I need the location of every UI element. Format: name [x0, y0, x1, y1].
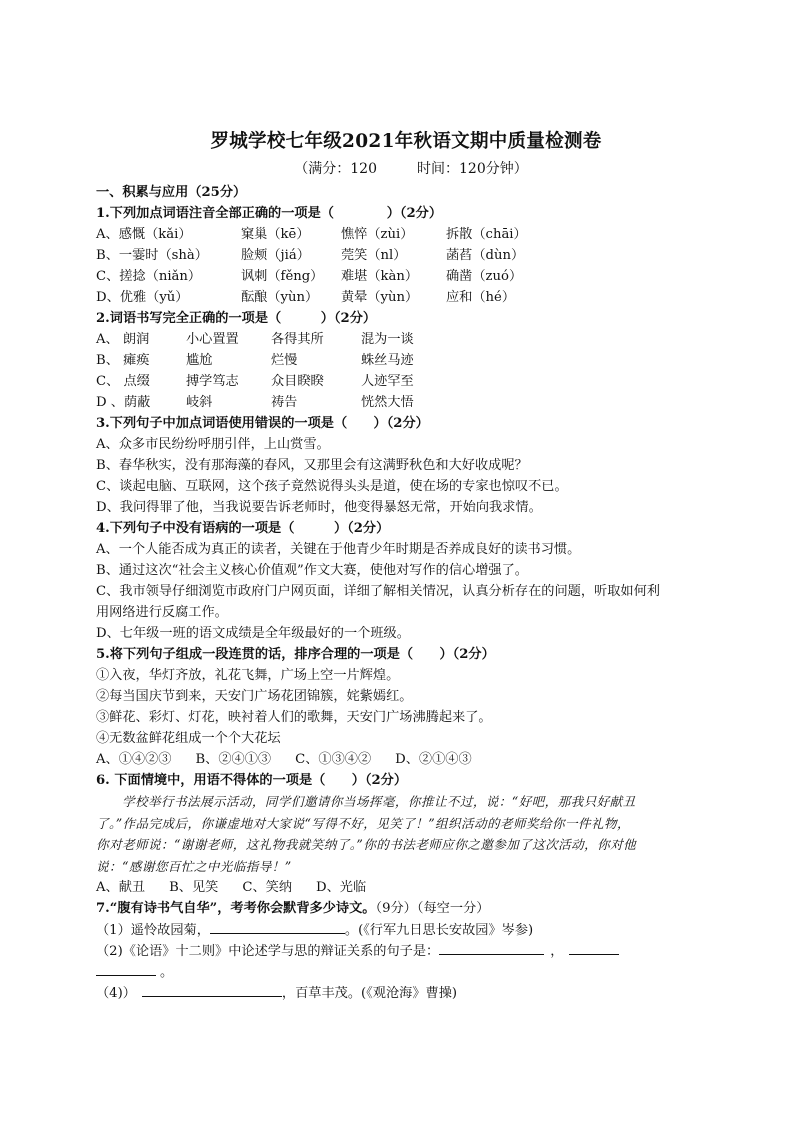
- question-1-row-a: [96, 224, 706, 245]
- option-cell: 岐斜: [186, 395, 213, 410]
- question-2-row-b: [96, 350, 706, 371]
- question-2-row-d: [96, 392, 706, 413]
- question-4-option-b: B、通过这次“社会主义核心价值观”作文大赛，使他对写作的信心增强了。: [96, 563, 528, 578]
- question-1-row-d: [96, 287, 706, 308]
- question-7-line-4: [96, 982, 706, 1003]
- question-4-option-a: A、一个人能否成为真正的读者，关键在于他青少年时期是否养成良好的读书习惯。: [96, 542, 581, 557]
- option-cell: 窠巢（kē）: [241, 227, 310, 242]
- option-cell: 各得其所: [271, 332, 324, 347]
- option-cell: A、 朗润: [96, 332, 150, 347]
- option-cell: A、感慨（kǎi）: [96, 227, 192, 242]
- option-cell: 酝酿（yùn）: [241, 290, 319, 305]
- exam-title: 罗城学校七年级2021年秋语文期中质量检测卷: [210, 131, 602, 152]
- passage-line: 了。”作品完成后，你谦虚地对大家说“写得不好，见笑了！”组织活动的老师奖给你一件礼物，: [96, 815, 630, 831]
- option-cell: D、优雅（yǔ）: [96, 290, 189, 305]
- option-cell: 搏学笃志: [186, 374, 239, 389]
- question-7-stem: [96, 898, 706, 919]
- exam-page: [96, 128, 706, 1003]
- question-3-option-b: B、春华秋实，没有那海藻的春风，又那里会有这满野秋色和大好收成呢？: [96, 458, 528, 473]
- answer-blank[interactable]: [210, 919, 345, 934]
- option-cell: B、一霎时（shà）: [96, 248, 208, 263]
- exam-subtitle: [116, 156, 706, 182]
- section-heading: 一、积累与应用（25分）: [96, 185, 247, 200]
- passage-line: 你对老师说：“谢谢老师，这礼物我就笑纳了。”你的书法老师应你之邀参加了这次活动，你对他: [96, 837, 637, 852]
- question-1-stem: 1.下列加点词语注音全部正确的一项是（ ）（2分）: [96, 206, 443, 221]
- option-cell: 讽刺（fěng）: [241, 269, 324, 284]
- option-b: B、见笑: [169, 880, 219, 895]
- option-cell: 烂慢: [271, 353, 298, 368]
- answer-blank[interactable]: [142, 982, 282, 997]
- question-7-line-3: [96, 961, 706, 982]
- question-7-stem-text: 7.“腹有诗书气自华”，考考你会默背多少诗文。: [96, 901, 376, 916]
- option-cell: B、 瘫痪: [96, 353, 150, 368]
- question-5-sentence-2: ②每当国庆节到来，天安门广场花团锦簇，姹紫嫣红。: [96, 689, 413, 704]
- passage-line: 说：“感谢您百忙之中光临指导！”: [96, 858, 292, 874]
- option-cell: 混为一谈: [361, 332, 414, 347]
- option-cell: 菡萏（dùn）: [446, 248, 525, 263]
- question-5-sentence-3: ③鲜花、彩灯、灯花，映衬着人们的歌舞，天安门广场沸腾起来了。: [96, 710, 492, 725]
- question-5-stem: 5.将下列句子组成一段连贯的话，排序合理的一项是（ ）（2分）: [96, 647, 495, 662]
- option-c: C、①③④②: [295, 752, 372, 767]
- option-cell: 蛛丝马迹: [361, 353, 414, 368]
- question-3-option-d: D、我问得罪了他，当我说要告诉老师时，他变得暴怒无常，开始向我求情。: [96, 500, 542, 515]
- option-cell: 祷告: [271, 395, 298, 410]
- option-cell: 脸颊（jiá）: [241, 248, 310, 263]
- question-5-sentence-4: ④无数盆鲜花组成一个个大花坛: [96, 731, 281, 746]
- question-7-line-2: [96, 940, 706, 961]
- question-7-line-1: [96, 919, 706, 940]
- option-d: D、②①④③: [395, 752, 472, 767]
- option-cell: 确凿（zuó）: [446, 269, 523, 284]
- question-1-row-c: [96, 266, 706, 287]
- option-cell: 尴尬: [186, 353, 213, 368]
- poem-prompt: （1）遥怜故园菊，: [96, 923, 210, 938]
- option-cell: C、搓捻（niǎn）: [96, 269, 202, 284]
- punctuation: ，: [550, 944, 564, 959]
- option-cell: 众目睽睽: [271, 374, 324, 389]
- option-cell: 拆散（chāi）: [446, 227, 527, 242]
- question-2-stem: 2.词语书写完全正确的一项是（ ）（2分）: [96, 311, 377, 326]
- question-6-stem: 6. 下面情境中，用语不得体的一项是（ ）（2分）: [96, 773, 408, 788]
- question-6-options: [96, 877, 706, 898]
- option-b: B、②④①③: [195, 752, 272, 767]
- passage-line: 学校举行书法展示活动，同学们邀请你当场挥毫，你推让不过，说：“好吧，那我只好献丑: [96, 794, 636, 809]
- question-3-option-c: C、谈起电脑、互联网，这个孩子竟然说得头头是道，使在场的专家也惊叹不已。: [96, 479, 568, 494]
- question-6-passage: [96, 791, 706, 877]
- option-cell: C、 点缀: [96, 374, 150, 389]
- option-cell: 人迹罕至: [361, 374, 414, 389]
- option-cell: 难堪（kàn）: [341, 269, 419, 284]
- question-4-option-d: D、七年级一班的语文成绩是全年级最好的一个班级。: [96, 626, 410, 641]
- answer-blank[interactable]: [569, 940, 619, 955]
- question-5-sentence-1: ①入夜，华灯齐放，礼花飞舞，广场上空一片辉煌。: [96, 668, 400, 683]
- question-4-option-c: C、我市领导仔细浏览市政府门户网页面，详细了解相关情况，认真分析存在的问题，听取如何利: [96, 584, 660, 599]
- option-cell: 憔悴（zùi）: [341, 227, 414, 242]
- question-3-option-a: A、众多市民纷纷呼朋引伴，上山赏雪。: [96, 437, 330, 452]
- poem-source: ，百草丰茂。(《观沧海》曹操): [281, 986, 458, 1001]
- option-a: A、献丑: [96, 880, 146, 895]
- punctuation: 。: [160, 965, 174, 980]
- question-7-score: （9分）（每空一分）: [375, 901, 490, 916]
- full-score: （满分：120: [294, 161, 377, 177]
- question-4-option-c-cont: 用网络进行反腐工作。: [96, 605, 228, 620]
- option-cell: 莞笑（nl）: [341, 248, 407, 263]
- question-2-row-a: [96, 329, 706, 350]
- option-cell: 黄晕（yùn）: [341, 290, 419, 305]
- option-a: A、①④②③: [96, 752, 172, 767]
- option-d: D、光临: [316, 880, 367, 895]
- answer-blank[interactable]: [96, 961, 156, 976]
- option-c: C、笑纳: [242, 880, 293, 895]
- option-cell: 应和（hé）: [446, 290, 516, 305]
- poem-prompt: （2)《论语》十二则》中论述学与思的辩证关系的句子是：: [96, 944, 440, 959]
- poem-prompt: （4)）: [96, 986, 136, 1001]
- question-4-stem: 4.下列句子中没有语病的一项是（ ）（2分）: [96, 521, 390, 536]
- exam-time: 时间：120分钟）: [417, 161, 528, 177]
- option-cell: 恍然大悟: [361, 395, 414, 410]
- option-cell: 小心置置: [186, 332, 239, 347]
- answer-blank[interactable]: [439, 940, 544, 955]
- question-1-row-b: [96, 245, 706, 266]
- question-2-row-c: [96, 371, 706, 392]
- question-3-stem: 3.下列句子中加点词语使用错误的一项是（ ）（2分）: [96, 416, 429, 431]
- option-cell: D 、荫蔽: [96, 395, 151, 410]
- question-5-options: [96, 749, 706, 770]
- poem-source: 。(《行军九日思长安故园》岑参): [344, 923, 534, 938]
